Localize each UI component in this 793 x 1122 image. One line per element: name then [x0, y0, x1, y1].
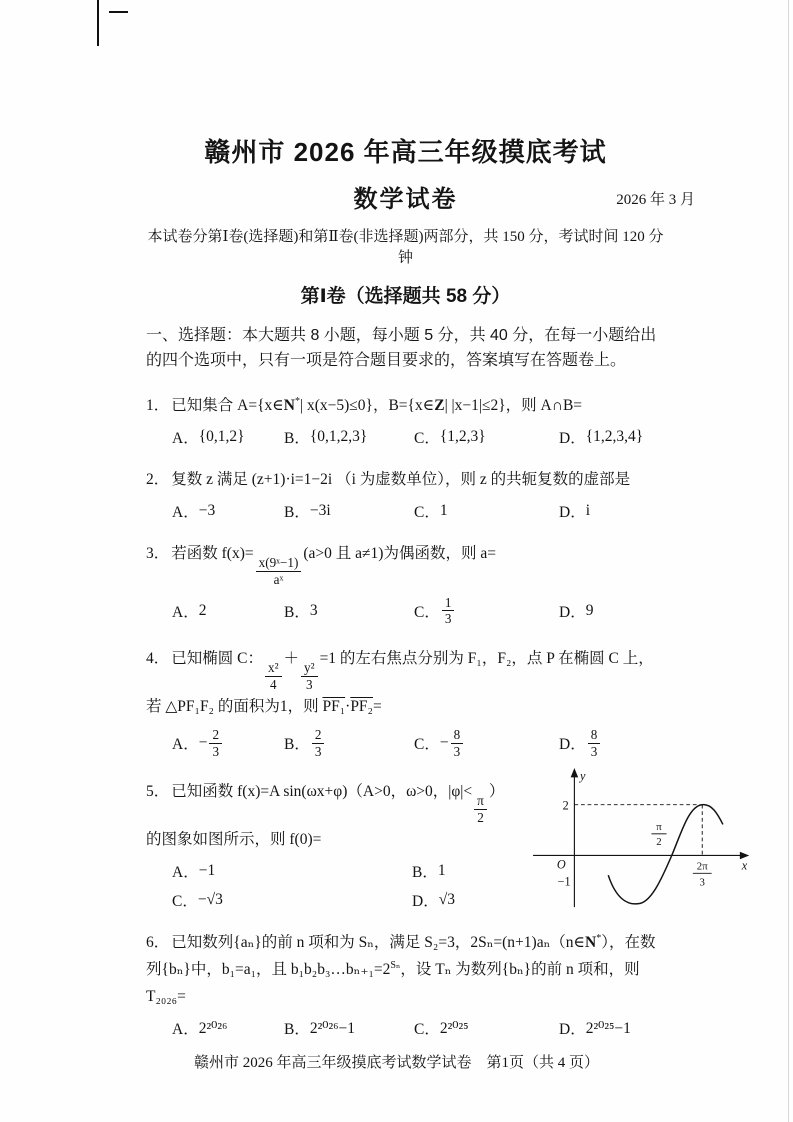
question-number: 6． — [146, 933, 170, 951]
fraction — [442, 595, 455, 628]
option-c — [414, 1017, 559, 1039]
fraction — [451, 727, 464, 760]
option-label: D． — [559, 1021, 586, 1039]
option-a — [172, 727, 284, 760]
option-value: 3 — [309, 601, 318, 619]
paper-header — [146, 132, 695, 374]
fraction — [301, 660, 318, 693]
option-b — [412, 860, 515, 882]
option-value: 2²⁰²⁶ — [198, 1019, 228, 1037]
fraction-denominator: 3 — [314, 743, 322, 759]
option-value: −√3 — [197, 890, 223, 908]
option-label: B． — [284, 503, 310, 521]
option-d — [412, 889, 515, 911]
fraction-denominator: 3 — [453, 743, 461, 759]
pi-over-2-numerator: π — [656, 820, 662, 833]
fraction-numerator: 8 — [588, 727, 601, 744]
stem-text: =1 的左右焦点分别为 F₁，F₂，点 P 在椭圆 C 上，若 △PF₁F₂ 的面 — [146, 650, 654, 716]
exam-title: 赣州市 2026 年高三年级摸底考试 — [204, 137, 607, 167]
y-neg-label: −1 — [557, 874, 571, 889]
exam-date: 2026 年 3 月 — [616, 192, 695, 208]
question-1-options — [172, 426, 665, 448]
question-number: 4． — [146, 650, 170, 668]
scan-artifact — [97, 0, 99, 46]
option-label: C． — [414, 503, 440, 521]
page-footer — [0, 1051, 793, 1072]
option-value: {1,2,3,4} — [585, 427, 644, 445]
question-4-options — [172, 727, 665, 760]
fraction — [256, 555, 302, 588]
fraction-denominator: 3 — [590, 743, 598, 759]
plus-sign: ＋ — [283, 650, 300, 668]
fraction-numerator: 1 — [442, 595, 455, 612]
option-label: C． — [414, 1021, 440, 1039]
stem-text: | x(x−5)≤0}，B={x∈ — [299, 396, 435, 414]
stem-text: 复数 z 满足 (z+1)·i=1−2i （i 为虚数单位），则 z 的共轭复数的虚部是 — [171, 470, 631, 488]
question-number: 3． — [146, 544, 170, 562]
stem-text: 若函数 f(x)= — [171, 544, 254, 562]
question-2-stem — [146, 466, 665, 493]
fraction-numerator: 8 — [451, 727, 464, 744]
option-d — [559, 426, 665, 448]
stem-text: 已知集合 A={x∈ — [171, 396, 284, 414]
superscript-sn: Sₙ — [390, 959, 401, 971]
question-number: 1． — [146, 396, 170, 414]
set-symbol-n: N — [585, 933, 597, 951]
option-c — [414, 426, 559, 448]
fraction-numerator: 2 — [312, 727, 325, 744]
instruction-text: 一、选择题：本大题共 8 小题，每小题 5 分，共 40 分，在每一小题给出的四个选项中，只有一 — [146, 327, 657, 369]
option-value: {0,1,2,3} — [309, 427, 368, 445]
option-value: {1,2,3} — [439, 427, 486, 445]
set-symbol-z: Z — [434, 396, 445, 414]
fraction-numerator: 2 — [209, 727, 222, 744]
question-1 — [146, 392, 665, 448]
sine-curve — [608, 804, 723, 903]
option-label: D． — [559, 603, 586, 621]
fraction — [474, 793, 487, 826]
minus-sign: − — [198, 734, 208, 752]
option-d — [559, 1017, 665, 1039]
option-value: i — [585, 501, 591, 519]
option-value: 9 — [585, 601, 594, 619]
stem-text: 的图象如图所示，则 f(0)= — [146, 830, 322, 848]
vector-pf1: PF₁ — [322, 698, 346, 716]
option-a — [172, 600, 284, 622]
option-label: D． — [559, 736, 586, 754]
fraction-denominator: 2 — [477, 809, 484, 825]
section-heading: 第Ⅰ卷（选择题共 58 分） — [300, 286, 511, 307]
option-d — [559, 727, 665, 760]
origin-label: O — [556, 857, 566, 872]
option-label: C． — [414, 429, 440, 447]
stem-text: ），在数列{bₙ}中， — [146, 933, 656, 978]
option-c — [172, 889, 412, 911]
option-a — [172, 860, 412, 882]
stem-text: 已知数列{aₙ}的前 n 项和为 Sₙ，满足 S₂=3，2Sₙ=(n+1)aₙ（n∈ — [171, 933, 586, 951]
option-b — [284, 1017, 414, 1039]
fraction-numerator: π — [474, 793, 487, 810]
section-instruction — [146, 324, 665, 374]
question-5-options-row2 — [172, 889, 515, 911]
stem-text: 已知函数 f(x)=A sin(ωx+φ)（A>0，ω>0，|φ|< — [171, 782, 473, 800]
option-label: A． — [172, 429, 199, 447]
question-6-options — [172, 1017, 665, 1039]
fraction-denominator: 3 — [212, 743, 220, 759]
instruction-text: 项是符合题目要求的，答案填写在答题卷上。 — [306, 351, 627, 369]
dot-operator: · — [345, 698, 351, 716]
question-1-stem — [146, 392, 665, 419]
question-5 — [146, 769, 748, 911]
option-a — [172, 426, 284, 448]
option-label: A． — [172, 603, 199, 621]
option-label: A． — [172, 736, 199, 754]
option-d — [559, 600, 665, 622]
question-5-stem — [146, 778, 515, 853]
stem-text: ） — [488, 782, 505, 800]
option-label: A． — [172, 863, 199, 881]
option-value: √3 — [438, 890, 455, 908]
option-label: C． — [414, 603, 440, 621]
question-3 — [146, 540, 665, 627]
option-value: 2 — [198, 601, 207, 619]
question-4-stem — [146, 645, 665, 720]
stem-text: b₁=a₁，且 b₁b₂b₃…bₙ₊₁=2 — [221, 960, 391, 978]
question-6-stem — [146, 929, 665, 1010]
scan-artifact — [109, 11, 128, 13]
fraction-denominator: aˣ — [273, 571, 284, 587]
stem-text: ，设 Tₙ 为数列{bₙ}的前 n 项和，则 T₂₀₂₆= — [146, 960, 640, 1005]
question-3-stem — [146, 540, 665, 588]
fraction — [209, 727, 222, 760]
stem-text: 积为1，则 — [248, 698, 323, 716]
superscript-star: * — [596, 932, 602, 944]
option-value: −3i — [309, 501, 331, 519]
footer-text: 赣州市 2026 年高三年级摸底考试数学试卷 第1页（共 4 页） — [193, 1055, 599, 1071]
option-value: {0,1,2} — [198, 427, 245, 445]
option-value: 2²⁰²⁵−1 — [585, 1019, 631, 1037]
option-c — [414, 595, 559, 628]
fraction — [588, 727, 601, 760]
option-label: D． — [412, 892, 439, 910]
question-5-options-row1 — [172, 860, 515, 882]
question-6 — [146, 929, 665, 1039]
question-number: 2． — [146, 470, 170, 488]
fraction — [312, 727, 325, 760]
option-c — [414, 500, 559, 522]
option-value: 2²⁰²⁶−1 — [309, 1019, 355, 1037]
exam-note: 本试卷分第Ⅰ卷(选择题)和第Ⅱ卷(非选择题)两部分，共 150 分，考试时间 120 分钟 — [147, 229, 664, 266]
y-max-label: 2 — [562, 798, 569, 813]
option-d — [559, 500, 665, 522]
two-pi-over-3-denominator: 3 — [699, 876, 705, 889]
question-2 — [146, 466, 665, 522]
option-b — [284, 500, 414, 522]
option-value: 2²⁰²⁵ — [439, 1019, 469, 1037]
function-graph — [518, 766, 753, 912]
question-4 — [146, 645, 665, 760]
option-label: D． — [559, 429, 586, 447]
question-number: 5． — [146, 782, 170, 800]
scan-artifact — [788, 0, 789, 1122]
fraction-denominator: 3 — [306, 677, 313, 693]
superscript-star: * — [294, 395, 300, 407]
option-b — [284, 426, 414, 448]
fraction — [265, 660, 282, 693]
stem-text: (a>0 且 a≠1)为偶函数，则 a= — [303, 544, 496, 562]
fraction-numerator: x² — [265, 660, 282, 677]
paper-title: 数学试卷 — [353, 186, 458, 213]
option-label: B． — [284, 1021, 310, 1039]
equals-sign: = — [372, 698, 382, 716]
option-c — [414, 727, 559, 760]
option-label: B． — [284, 429, 310, 447]
paper-subtitle-row — [146, 179, 695, 213]
pi-over-2-denominator: 2 — [656, 835, 662, 848]
option-label: A． — [172, 1021, 199, 1039]
fraction-denominator: 3 — [444, 611, 452, 627]
minus-sign: − — [439, 734, 449, 752]
option-label: B． — [284, 736, 310, 754]
option-b — [284, 727, 414, 760]
option-label: C． — [414, 736, 440, 754]
option-value: 1 — [437, 861, 446, 879]
stem-text: 已知椭圆 C： — [171, 650, 263, 668]
vector-pf2: PF₂ — [350, 698, 373, 716]
option-label: B． — [284, 603, 310, 621]
option-b — [284, 600, 414, 622]
y-axis-label: y — [580, 769, 586, 784]
fraction-numerator: x(9ˣ−1) — [256, 555, 302, 572]
option-value: −3 — [198, 501, 216, 519]
option-a — [172, 500, 284, 522]
question-2-options — [172, 500, 665, 522]
option-a — [172, 1017, 284, 1039]
option-label: B． — [412, 863, 438, 881]
questions-area — [146, 392, 748, 1040]
set-symbol-n: N — [283, 396, 295, 414]
option-label: C． — [172, 892, 198, 910]
option-label: A． — [172, 503, 199, 521]
fraction-denominator: 4 — [269, 677, 277, 693]
stem-text: | |x−1|≤2}，则 A∩B= — [444, 396, 583, 414]
option-label: D． — [559, 503, 586, 521]
option-value: 1 — [439, 501, 448, 519]
y-axis-arrow — [571, 768, 579, 777]
option-value: −1 — [198, 861, 216, 879]
two-pi-over-3-numerator: 2π — [696, 860, 708, 873]
question-3-options — [172, 595, 665, 628]
fraction-numerator: y² — [301, 660, 318, 677]
x-axis-label: x — [741, 858, 748, 873]
